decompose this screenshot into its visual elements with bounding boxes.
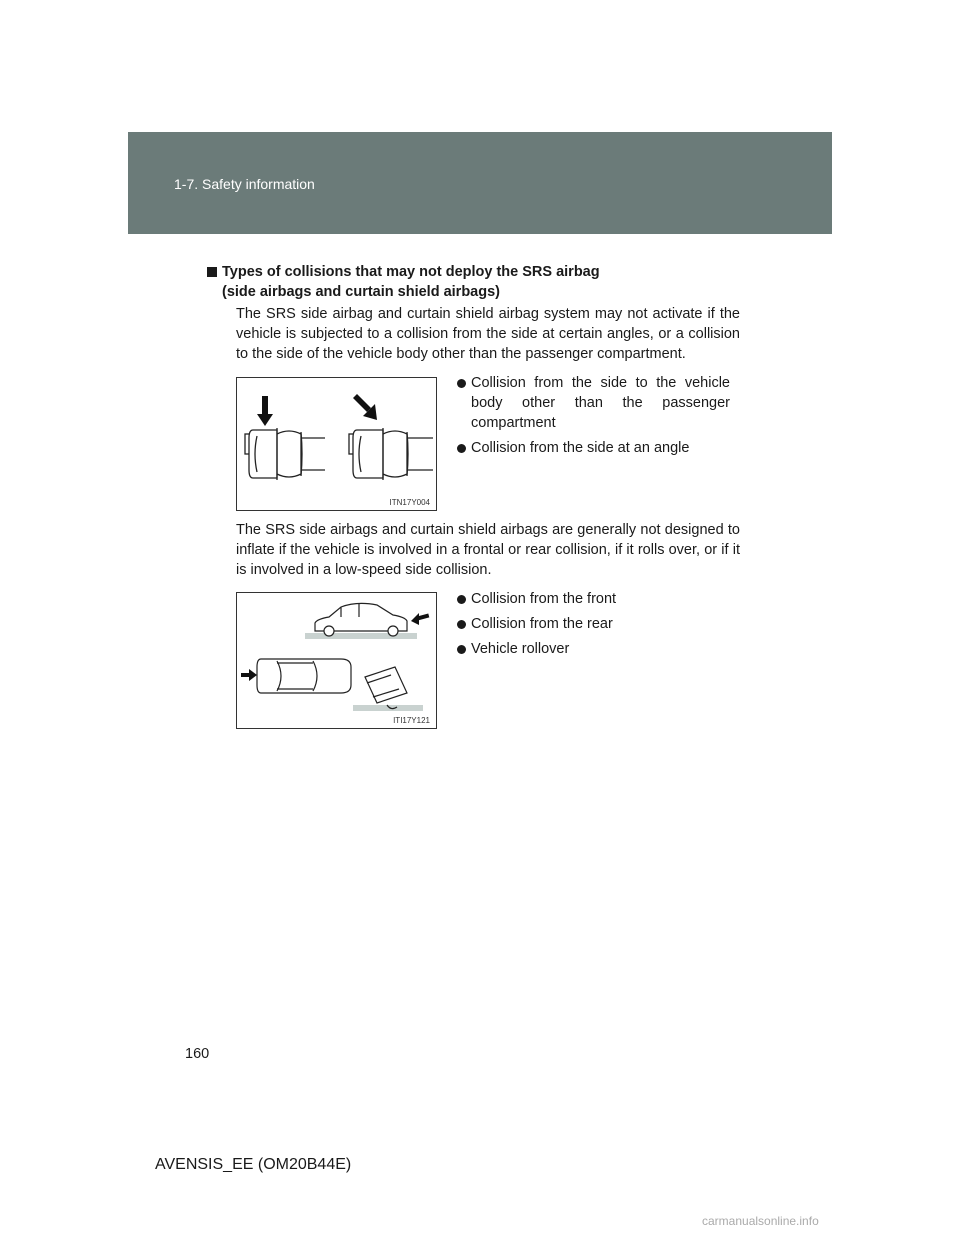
bullet-dot-icon — [457, 620, 466, 629]
car-top-view-right — [349, 428, 433, 480]
rollover-car — [353, 667, 423, 711]
bullet-dot-icon — [457, 379, 466, 388]
side-collision-illustration — [237, 378, 436, 510]
car-top-view — [257, 659, 351, 693]
document-footer: AVENSIS_EE (OM20B44E) — [155, 1156, 352, 1173]
heading-line-1: Types of collisions that may not deploy the SRS airbag — [222, 264, 600, 280]
car-top-view-left — [245, 428, 325, 480]
watermark: carmanualsonline.info — [702, 1214, 819, 1228]
arrow-down-icon — [257, 396, 273, 426]
list-item: Vehicle rollover — [456, 639, 730, 659]
list-item: Collision from the rear — [456, 614, 730, 634]
subsection-heading — [222, 262, 742, 302]
bullet-list-collision-types — [456, 589, 730, 664]
paragraph-not-designed: The SRS side airbags and curtain shield airbags are generally not designed to inflate if the vehicle is involved in a frontal or rear collision, if it rolls over, or if it is involved in a low-speed side collision. — [236, 522, 740, 578]
list-item: Collision from the side at an angle — [456, 438, 730, 458]
page-number: 160 — [185, 1046, 210, 1062]
car-side-view — [305, 603, 417, 639]
bullet-dot-icon — [457, 444, 466, 453]
bullet-dot-icon — [457, 645, 466, 654]
list-item: Collision from the front — [456, 589, 730, 609]
figure-id-label: ITN17Y004 — [389, 498, 430, 507]
section-header — [128, 132, 832, 234]
bullet-list-side — [456, 373, 730, 463]
square-bullet-icon — [207, 267, 217, 277]
list-item: Collision from the side to the vehicle body other than the passenger compartment — [456, 373, 730, 433]
arrow-rear-icon — [411, 613, 429, 625]
section-title: 1-7. Safety information — [174, 176, 315, 192]
figure-frontal-rear-rollover — [236, 592, 437, 729]
arrow-diagonal-icon — [353, 394, 377, 420]
figure-side-collision — [236, 377, 437, 511]
paragraph-side-activation: The SRS side airbag and curtain shield airbag system may not activate if the vehicle is subjected to a collision from the side at certain angles, or a collision to the side of the vehicle body other than the passenger compartment. — [236, 306, 740, 362]
heading-line-2: (side airbags and curtain shield airbags) — [222, 284, 500, 300]
arrow-front-icon — [241, 669, 257, 681]
collision-types-illustration — [237, 593, 436, 728]
figure-id-label: ITI17Y121 — [393, 716, 430, 725]
bullet-dot-icon — [457, 595, 466, 604]
